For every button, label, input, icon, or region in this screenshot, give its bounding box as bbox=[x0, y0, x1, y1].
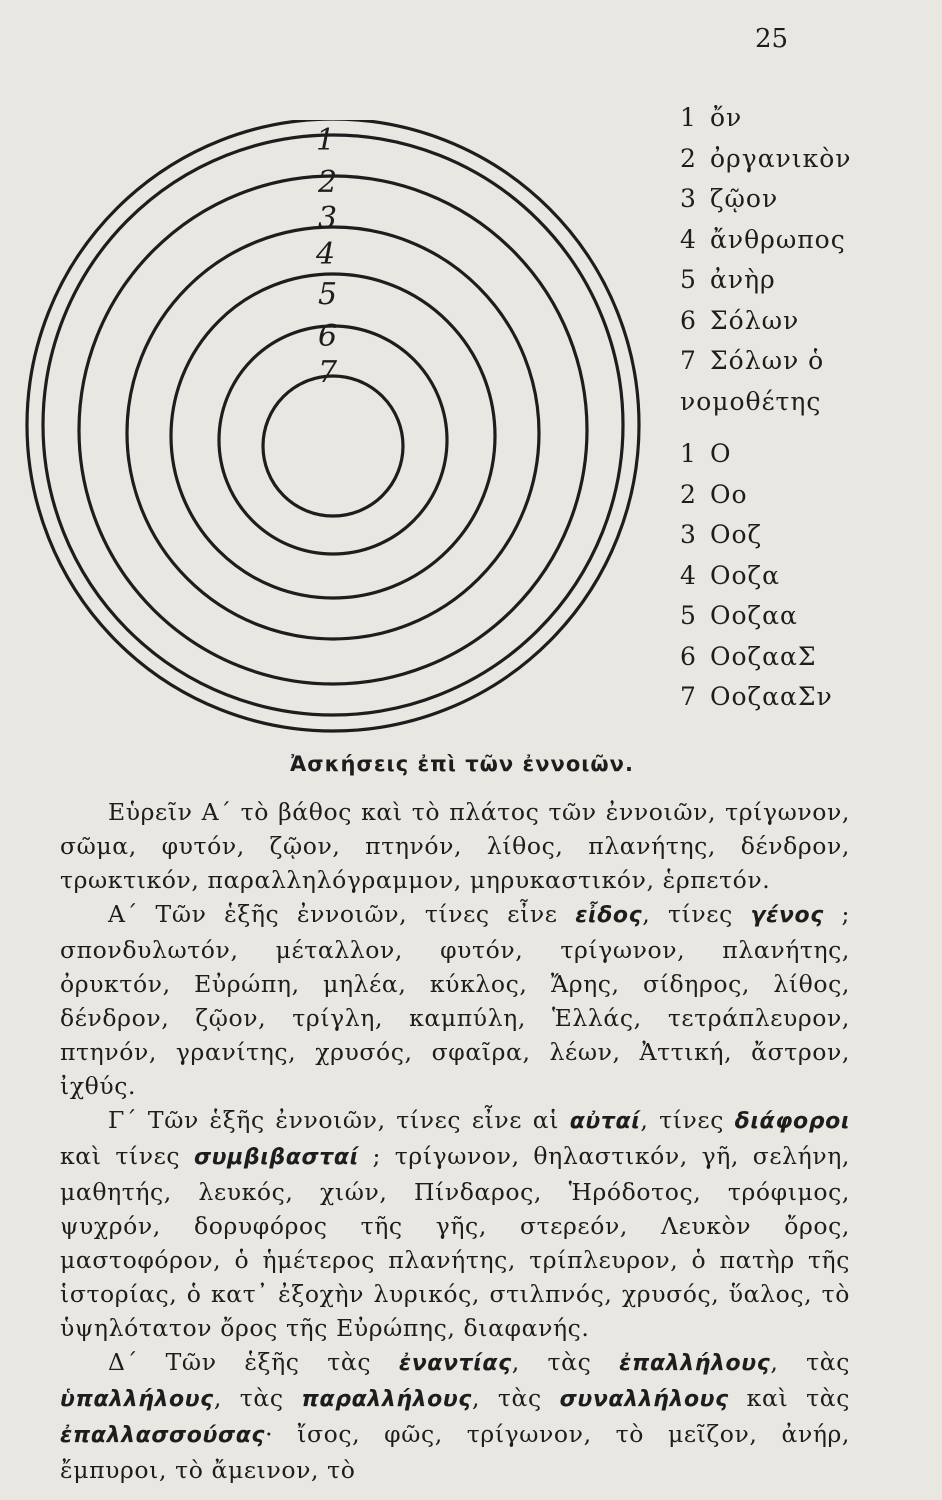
legend-letter-3: 3 Οοζ bbox=[680, 520, 763, 549]
circle-7 bbox=[263, 376, 403, 516]
ring-label-2: 2 bbox=[318, 165, 338, 200]
ring-label-4: 4 bbox=[316, 237, 336, 272]
legend-letter-1: 1 Ο bbox=[680, 439, 732, 468]
legend-concept-7: 7 Σόλων ὁ bbox=[680, 346, 825, 375]
page-number: 25 bbox=[755, 24, 789, 54]
legend-letter-2: 2 Οο bbox=[680, 479, 748, 509]
legend-letter-7: 7 ΟοζααΣν bbox=[680, 682, 833, 711]
paragraph-1: Εὑρεῖν Α΄ τὸ βάθος καὶ τὸ πλάτος τῶν ἐννοιῶν, τρίγωνον, σῶμα, φυτόν, ζῷον, πτηνόν, λίθος, πλανήτης, δένδρον, τρωκτικόν, παραλληλόγραμμον, μηρυκαστικόν, ἑρπετόν. bbox=[60, 798, 850, 894]
body-text bbox=[60, 795, 850, 1487]
ring-label-5: 5 bbox=[318, 277, 338, 312]
ring-label-7: 7 bbox=[318, 355, 338, 390]
legend-concept-1: 1 ὄν bbox=[680, 103, 743, 132]
legend bbox=[680, 98, 851, 718]
ring-label-1: 1 bbox=[316, 123, 336, 158]
ring-label-3: 3 bbox=[318, 201, 338, 236]
legend-letter-5: 5 Οοζαα bbox=[680, 601, 798, 630]
legend-concept-4: 4 ἄνθρωπος bbox=[680, 224, 846, 254]
paragraph-3: Γ΄ Τῶν ἑξῆς ἐννοιῶν, τίνες εἶνε αἱ αὐταί, τίνες διάφοροι καὶ τίνες συμβιβασταί ; τρίγωνον, θηλαστικόν, γῆ, σελήνη, μαθητής, λευκός, χιών, Πίνδαρος, Ἡρόδοτος, τρόφιμος, ψυχρόν, δορυφόρος τῆς γῆς, στερεόν, Λευκὸν ὄρος, μαστοφόρον, ὁ ἡμέτερος πλανήτης, τρίπλευρον, ὁ πατὴρ τῆς ἱστορίας, ὁ κατ᾿ ἐξοχὴν λυρικός, στιλπνός, χρυσός, ὕαλος, τὸ ὑψηλότατον ὄρος τῆς Εὐρώπης, διαφανής. bbox=[60, 1106, 850, 1342]
ring-label-6: 6 bbox=[318, 319, 338, 354]
legend-letter-4: 4 Οοζα bbox=[680, 560, 780, 590]
paragraph-2: Α΄ Τῶν ἑξῆς ἐννοιῶν, τίνες εἶνε εἶδος, τίνες γένος ; σπονδυλωτόν, μέταλλον, φυτόν, τρίγωνον, πλανήτης, ὀρυκτόν, Εὐρώπη, μηλέα, κύκλος, Ἄρης, σίδηρος, λίθος, δένδρον, ζῷον, τρίγλη, καμπύλη, Ἑλλάς, τετράπλευρον, πτηνόν, γρανίτης, χρυσός, σφαῖρα, λέων, Ἀττική, ἄστρον, ἰχθύς. bbox=[60, 900, 851, 1100]
legend-concept-7-cont: νομοθέτης bbox=[680, 386, 822, 416]
concentric-circles-diagram bbox=[0, 120, 680, 760]
paragraph-4: Δ΄ Τῶν ἑξῆς τὰς ἐναντίας, τὰς ἐπαλλήλους, τὰς ὑπαλλήλους, τὰς παραλλήλους, τὰς συναλλήλους καὶ τὰς ἐπαλλασσούσας· ἴσος, φῶς, τρίγωνον, τὸ μεῖζον, ἀνήρ, ἔμπυροι, τὸ ἄμεινον, τὸ bbox=[60, 1348, 850, 1484]
legend-concept-6: 6 Σόλων bbox=[680, 305, 800, 335]
legend-concepts bbox=[680, 98, 851, 422]
exercises-heading: Ἀσκήσεις ἐπὶ τῶν ἐννοιῶν. bbox=[290, 752, 634, 776]
legend-concept-2: 2 ὀργανικὸν bbox=[680, 143, 852, 173]
legend-letter-6: 6 ΟοζααΣ bbox=[680, 641, 817, 671]
legend-concept-3: 3 ζῷον bbox=[680, 184, 779, 213]
legend-letters bbox=[680, 434, 851, 718]
legend-concept-5: 5 ἀνὴρ bbox=[680, 265, 776, 294]
